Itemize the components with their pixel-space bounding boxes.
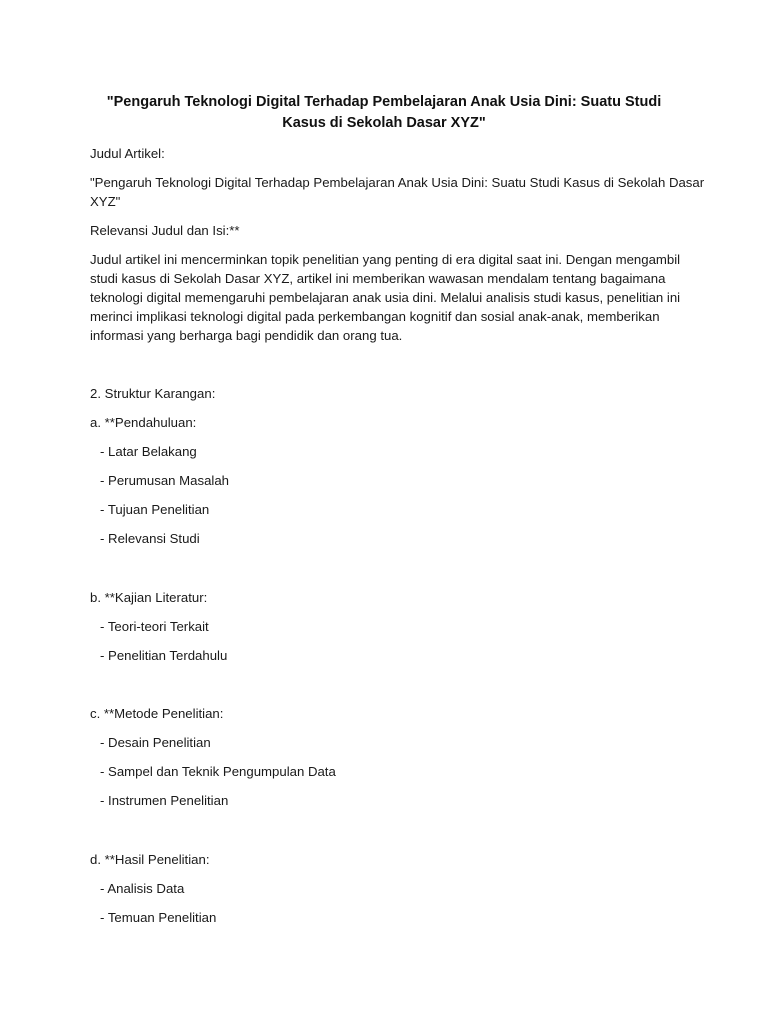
article-title-line: XYZ" <box>90 194 121 209</box>
article-title-text <box>90 173 705 211</box>
list-item: - Desain Penelitian <box>100 735 211 750</box>
relevance-paragraph <box>90 250 680 345</box>
paragraph-line: merinci implikasi teknologi digital pada perkembangan kognitif dan sosial anak-anak, memberikan <box>90 309 660 324</box>
paragraph-line: studi kasus di Sekolah Dasar XYZ, artikel ini memberikan wawasan mendalam tentang bagaimana <box>90 271 666 286</box>
list-item: - Analisis Data <box>100 881 185 896</box>
list-item: - Instrumen Penelitian <box>100 793 229 808</box>
relevance-label: Relevansi Judul dan Isi:** <box>90 223 240 238</box>
structure-heading: 2. Struktur Karangan: <box>90 386 216 401</box>
paragraph-line: teknologi digital memengaruhi pembelajaran anak usia dini. Melalui analisis studi kasus, penelitian ini <box>90 290 681 305</box>
paragraph-line: Judul artikel ini mencerminkan topik penelitian yang penting di era digital saat ini. Dengan mengambil <box>90 252 681 267</box>
document-title: "Pengaruh Teknologi Digital Terhadap Pembelajaran Anak Usia Dini: Suatu Studi Kasus di Sekolah Dasar XYZ" <box>106 94 662 131</box>
list-item: - Tujuan Penelitian <box>100 502 210 517</box>
article-title-line: "Pengaruh Teknologi Digital Terhadap Pembelajaran Anak Usia Dini: Suatu Studi Kasus di Sekolah Dasar <box>90 175 705 190</box>
list-item: - Temuan Penelitian <box>100 910 217 925</box>
section-heading-hasil-penelitian: d. **Hasil Penelitian: <box>90 852 210 867</box>
list-item: - Latar Belakang <box>100 444 197 459</box>
list-item: - Relevansi Studi <box>100 531 200 546</box>
section-heading-pendahuluan: a. **Pendahuluan: <box>90 415 197 430</box>
section-heading-metode-penelitian: c. **Metode Penelitian: <box>90 706 224 721</box>
list-item: - Perumusan Masalah <box>100 473 230 488</box>
section-heading-kajian-literatur: b. **Kajian Literatur: <box>90 590 208 605</box>
article-title-label: Judul Artikel: <box>90 146 165 161</box>
paragraph-line: informasi yang berharga bagi pendidik dan orang tua. <box>90 328 403 343</box>
list-item: - Penelitian Terdahulu <box>100 648 228 663</box>
list-item: - Teori-teori Terkait <box>100 619 209 634</box>
list-item: - Sampel dan Teknik Pengumpulan Data <box>100 764 336 779</box>
